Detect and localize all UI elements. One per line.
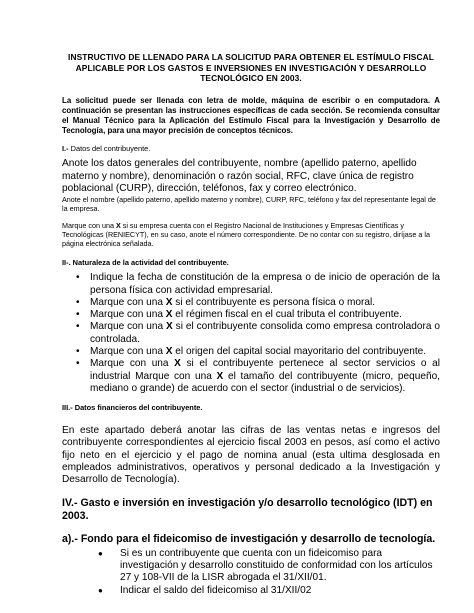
section-3 <box>62 403 440 486</box>
section-1-heading <box>62 144 440 154</box>
intro-paragraph: La solicitud puede ser llenada con letra de molde, máquina de escribir o en computadora. A continuación se presentan las instrucciones específicas de cada sección. Se recomienda consultar el Manual Técnico para la Aplicación del Estímulo Fiscal para la Investigación y Desarrollo de Tecnología, para una mayor precisión de conceptos técnicos. <box>62 95 440 136</box>
list-item: • Marque con una X si el contribuyente es persona física o moral. <box>90 297 440 309</box>
section-1-note-representative: Anote el nombre (apellido paterno, apellido materno y nombre), CURP, RFC, teléfono y fax del representante legal de la empresa. <box>62 195 436 214</box>
section-3-body: En este apartado deberá anotar las cifras de las ventas netas e ingresos del contribuyente correspondientes al ejercicio fiscal 2003 en pesos, así como el activo fijo neto en el ejercicio y el pago de nomina anual (esta ultima desglosada en empleados administrativos, operativos y personal dedicado a la Investigación y Desarrollo de Tecnología). <box>62 425 440 486</box>
section-1-number: I.- <box>62 144 69 154</box>
mark-x: X <box>174 358 181 370</box>
mark-x: X <box>115 221 121 231</box>
section-4a-list <box>62 548 440 597</box>
section-4 <box>62 497 440 597</box>
section-4-heading: IV.- Gasto e inversión en investigación y/o desarrollo tecnológico (IDT) en 2003. <box>62 496 433 522</box>
mark-x: X <box>165 345 173 357</box>
section-1-note-reniecyt: Marque con una X si su empresa cuenta con el Registro Nacional de Instituciones y Empresas Científicas y Tecnológicas (RENIECYT), en su caso, anote el número correspondiente. De no contar con su registro, diríjase a la página electrónica señalada. <box>62 221 430 249</box>
mark-x: X <box>165 296 173 308</box>
section-2-heading: II-. Naturaleza de la actividad del contribuyente. <box>62 258 229 268</box>
mark-x: X <box>165 309 173 321</box>
list-item: • Marque con una X si el contribuyente pertenece al sector servicios o al industrial Marque con una X el tamaño del contribuyente (micro, pequeño, mediano o grande) de acuerdo con el sector (industrial o de servicios). <box>90 358 440 395</box>
section-3-heading: III.- Datos financieros del contribuyente. <box>62 403 203 413</box>
section-1 <box>62 144 440 248</box>
list-item: • Marque con una X si el contribuyente consolida como empresa controladora o controlada. <box>90 321 440 346</box>
list-item: ● Si es un contribuyente que cuenta con un fideicomiso para investigación y desarrollo constituido de conformidad con los artículos 27 y 108-VII de la LISR abrogada el 31/XII/01. <box>120 548 440 585</box>
section-2-list <box>62 272 440 395</box>
list-item: • Marque con una X el régimen fiscal en el cual tributa el contribuyente. <box>90 309 440 321</box>
mark-x: X <box>166 321 173 333</box>
mark-x: X <box>216 370 224 382</box>
list-item: • Indique la fecha de constitución de la empresa o de inicio de operación de la persona física con actividad empresarial. <box>90 272 440 297</box>
list-item: ● Indicar el saldo del fideicomiso al 31/XII/02 <box>120 585 440 597</box>
section-1-title: Datos del contribuyente. <box>70 144 151 154</box>
section-2 <box>62 258 440 395</box>
section-4a-heading: a).- Fondo para el fideicomiso de investigación y desarrollo de tecnología. <box>62 532 436 545</box>
document-title: INSTRUCTIVO DE LLENADO PARA LA SOLICITUD PARA OBTENER EL ESTÍMULO FISCAL APLICABLE POR LOS GASTOS E INVERSIONES EN INVESTIGACIÓN Y DESARROLLO TECNOLÓGICO EN 2003. <box>68 52 434 83</box>
section-1-body: Anote los datos generales del contribuyente, nombre (apellido paterno, apellido materno y nombre), denominación o razón social, RFC, clave única de registro poblacional (CURP), dirección, teléfonos, fax y correo electrónico. <box>62 158 417 194</box>
list-item: • Marque con una X el origen del capital social mayoritario del contribuyente. <box>90 346 440 358</box>
